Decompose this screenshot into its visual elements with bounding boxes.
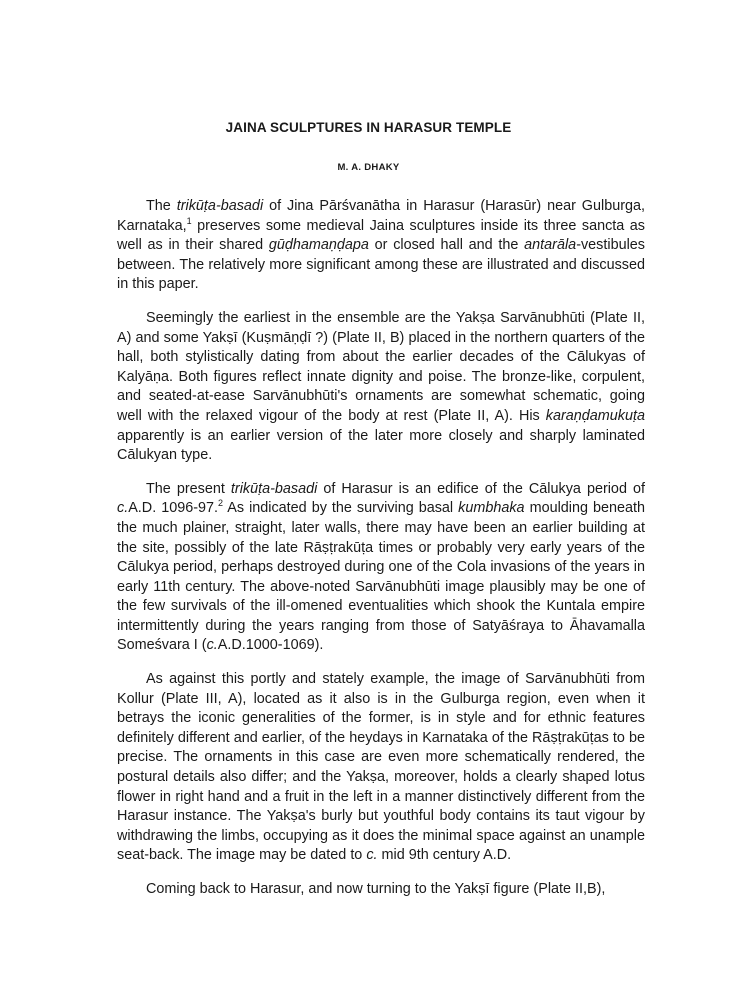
paragraph-1 — [117, 197, 645, 295]
text-run: moulding beneath the much plainer, straight, later walls, there may have been an earlier building at the site, possibly of the late Rāṣṭrakūṭa times or probably very early years of the Cālukya period, perhaps destroyed during one of the Cola invasions of the years in early 11th century. The above-noted Sarvānubhūti image plausibly may be one of the few survivals of the ill-omened eventualities which shook the Kuntala empire intermittently during the years ranging from those of Satyāśraya to Āhavamalla Someśvara I ( — [117, 500, 646, 654]
italic-term: c. — [206, 637, 218, 654]
article-title: JAINA SCULPTURES IN HARASUR TEMPLE — [225, 120, 512, 135]
paragraph-4 — [117, 670, 645, 866]
paragraph-3 — [117, 480, 645, 656]
text-run: apparently is an earlier version of the later more closely and sharply laminated Cālukyan type. — [117, 427, 645, 464]
article-body — [117, 197, 645, 900]
italic-term: trikūṭa-basadi — [230, 480, 318, 497]
author-name: M. A. DHAKY — [337, 162, 400, 173]
text-run: The present — [146, 480, 231, 497]
text-run: mid 9th century A.D. — [377, 847, 512, 864]
text-run: of Jina Pārśvanātha in Harasur (Harasūr) near Gulburga, Karnataka, — [117, 198, 646, 234]
italic-term: karaṇḍamukuṭa — [545, 407, 645, 424]
italic-term: antarāla — [524, 237, 577, 254]
text-run: preserves some medieval Jaina sculptures inside its three sancta as well as in their shared — [117, 217, 645, 254]
text-run: As indicated by the surviving basal — [223, 500, 459, 517]
text-run: Seemingly the earliest in the ensemble are the Yakṣa Sarvānubhūti (Plate II, A) and some Yakṣī (Kuṣmāṇḍī ?) (Plate II, B) placed in the northern quarters of the hall, both stylistically dating from about the earlier decades of the Cālukyas of Kalyāṇa. Both figures reflect innate dignity and poise. The bronze-like, corpulent, and seated-at-ease Sarvānubhūti's ornaments are somewhat schematic, going well with the relaxed vigour of the body at rest (Plate II, A). His — [117, 309, 645, 424]
text-run: As against this portly and stately example, the image of Sarvānubhūti from Kollur (Plate III, A), located as it also is in the Gulburga region, even when it betrays the iconic generalities of the former, is in style and for ethnic features definitely different and earlier, of the heydays in Karnataka of the Rāṣṭrakūṭas to be precise. The ornaments in this case are even more schematically rendered, the postural details also differ; and the Yakṣa, moreover, holds a clearly shaped lotus flower in right hand and a fruit in the left in a manner distinctively different from the Harasur instance. The Yakṣa's burly but youthful body contains its taut vigour by withdrawing the limbs, occupying as it does the minimal space against an unample seat-back. The image may be dated to — [117, 671, 645, 864]
text-run: or closed hall and the — [368, 237, 525, 254]
text-run: -vestibules between. The relatively more significant among these are illustrated and discussed in this paper. — [117, 237, 645, 293]
footnote-marker: 2 — [218, 498, 224, 509]
text-run: Coming back to Harasur, and now turning to the Yakṣī figure (Plate II,B), — [146, 881, 606, 897]
italic-term: c. — [366, 847, 378, 864]
paragraph-5 — [117, 880, 645, 900]
italic-term: kumbhaka — [458, 500, 525, 517]
footnote-marker: 1 — [186, 215, 192, 226]
italic-term: gūḍhamaṇḍapa — [268, 237, 369, 254]
italic-term: trikūṭa-basadi — [176, 198, 264, 214]
text-run: The — [146, 198, 177, 214]
italic-term: c. — [117, 500, 129, 517]
text-run: of Harasur is an edifice of the Cālukya period of — [317, 480, 645, 497]
text-run: A.D. 1096-97. — [128, 500, 219, 517]
text-run: A.D.1000-1069). — [217, 637, 324, 654]
paragraph-2 — [117, 309, 645, 466]
